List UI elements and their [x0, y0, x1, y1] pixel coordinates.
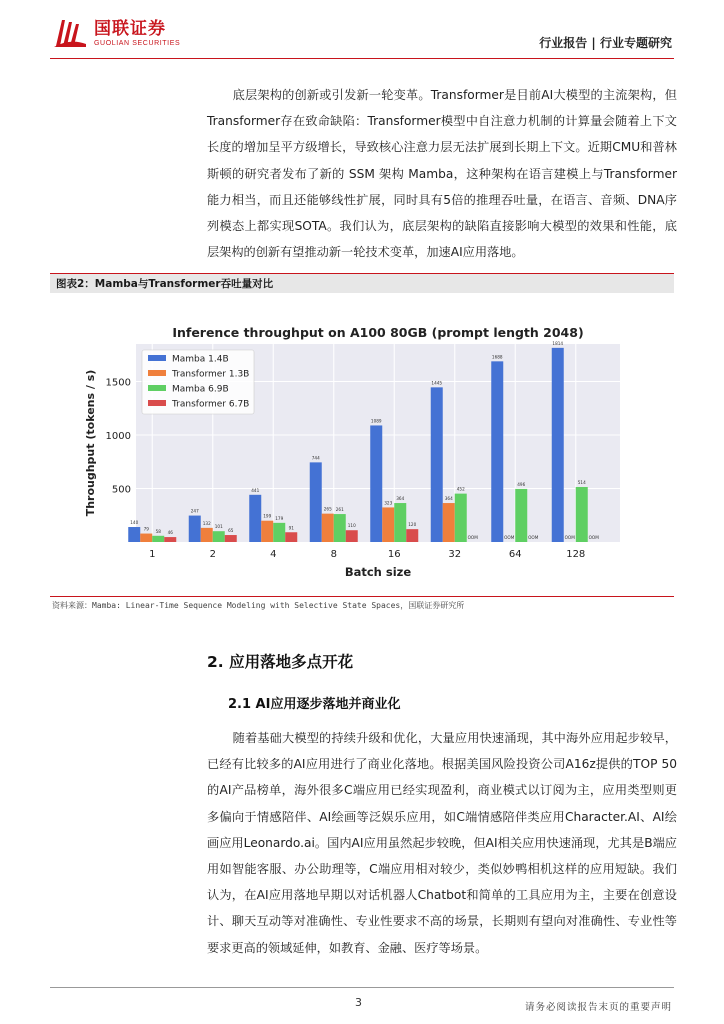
data-label: 91 — [288, 525, 294, 531]
bar — [576, 487, 588, 542]
data-label: 261 — [335, 507, 344, 513]
data-label: 441 — [251, 487, 260, 493]
data-label: 744 — [311, 455, 320, 461]
chart-title: Inference throughput on A100 80GB (prompt length 2048) — [172, 325, 584, 340]
intro-paragraph: 底层架构的创新或引发新一轮变革。Transformer是目前AI大模型的主流架构，但Transformer存在致命缺陷：Transformer模型中自注意力机制的计算量会随着上下文长度的增加呈平方级增长，导致核心注意力层无法扩展到长期上下文。近期CMU和普林斯顿的研究者发布了新的 SSM 架构 Mamba，这种架构在语言建模上与Transformer能力相当，而且还能够线性扩展，同时具有5倍的推理吞吐量，在语言、音频、DNA序列模态上都实现SOTA。我们认为，底层架构的缺陷直接影响大模型的效果和性能，底层架构的创新有望推动新一轮技术变革，加速AI应用落地。 — [207, 88, 677, 260]
bar — [431, 387, 443, 542]
y-tick-label: 1500 — [105, 377, 131, 389]
x-tick-label: 16 — [387, 549, 401, 560]
oom-label: OOM — [564, 535, 575, 540]
x-tick-label: 1 — [149, 549, 156, 560]
bar — [225, 535, 237, 542]
data-label: 101 — [214, 524, 223, 530]
data-label: 79 — [143, 526, 149, 532]
data-label: 364 — [444, 496, 453, 502]
data-label: 247 — [190, 508, 199, 514]
data-label: 514 — [577, 479, 586, 485]
data-label: 364 — [396, 496, 405, 502]
bar — [213, 531, 225, 542]
bar — [164, 537, 176, 542]
section-heading: 2. 应用落地多点开花 — [207, 653, 354, 671]
bar — [310, 462, 322, 542]
x-tick-label: 4 — [270, 549, 277, 560]
x-tick-label: 128 — [566, 549, 586, 560]
legend-swatch — [148, 355, 166, 361]
header-divider — [50, 58, 674, 59]
company-logo — [52, 16, 180, 50]
bar — [261, 521, 273, 542]
bar — [443, 503, 455, 542]
bar — [273, 523, 285, 542]
report-type-label: 行业报告 | 行业专题研究 — [539, 36, 672, 50]
bar — [406, 529, 418, 542]
legend-swatch — [148, 370, 166, 376]
bar — [382, 507, 394, 542]
data-label: 1814 — [552, 340, 564, 346]
bar — [189, 516, 201, 542]
throughput-chart — [80, 320, 640, 582]
bar — [152, 536, 164, 542]
y-axis-label: Throughput (tokens / s) — [84, 369, 97, 517]
bar — [346, 530, 358, 542]
legend-label: Mamba 6.9B — [172, 384, 229, 395]
legend-swatch — [148, 400, 166, 406]
x-tick-label: 64 — [508, 549, 522, 560]
bar — [285, 532, 297, 542]
data-label: 199 — [263, 513, 272, 519]
bar — [140, 534, 152, 542]
logo-mark-icon — [52, 16, 88, 50]
source-note: 资料来源：Mamba: Linear-Time Sequence Modeling with Selective State Spaces，国联证券研究所 — [52, 601, 465, 610]
logo-english-name: GUOLIAN SECURITIES — [94, 39, 181, 47]
bar — [322, 514, 334, 542]
oom-label: OOM — [504, 535, 515, 540]
data-label: 323 — [384, 500, 393, 506]
y-tick-label: 1000 — [105, 430, 131, 442]
x-tick-label: 8 — [330, 549, 337, 560]
bar — [455, 494, 467, 542]
bar — [201, 528, 213, 542]
x-axis-label: Batch size — [344, 565, 412, 579]
bar — [334, 514, 346, 542]
legend-label: Transformer 1.3B — [172, 369, 250, 380]
data-label: 120 — [408, 522, 417, 528]
data-label: 496 — [517, 481, 526, 487]
page-number: 3 — [355, 996, 362, 1009]
bar — [370, 425, 382, 542]
x-tick-label: 32 — [448, 549, 462, 560]
data-label: 58 — [155, 528, 161, 534]
bar — [128, 527, 140, 542]
bar — [394, 503, 406, 542]
data-label: 1445 — [431, 380, 443, 386]
data-label: 452 — [456, 486, 465, 492]
disclaimer: 请务必阅读报告末页的重要声明 — [524, 1002, 672, 1013]
data-label: 179 — [275, 515, 284, 521]
subsection-heading: 2.1 AI应用逐步落地并商业化 — [228, 697, 401, 712]
data-label: 110 — [347, 523, 356, 529]
logo-chinese-name: 国联证券 — [94, 18, 166, 39]
bar — [552, 348, 564, 542]
source-divider — [50, 596, 674, 597]
oom-label: OOM — [588, 535, 599, 540]
data-label: 46 — [167, 530, 173, 536]
legend-label: Mamba 1.4B — [172, 354, 229, 365]
data-label: 1089 — [370, 418, 382, 424]
bar — [515, 489, 527, 542]
oom-label: OOM — [467, 535, 478, 540]
data-label: 140 — [130, 520, 139, 526]
data-label: 65 — [228, 528, 234, 534]
bar — [491, 361, 503, 542]
y-tick-label: 500 — [111, 484, 131, 496]
legend-swatch — [148, 385, 166, 391]
oom-label: OOM — [528, 535, 539, 540]
legend-label: Transformer 6.7B — [172, 399, 250, 410]
data-label: 265 — [323, 506, 332, 512]
body-paragraph: 随着基础大模型的持续升级和优化，大量应用快速涌现，其中海外应用起步较早，已经有比较多的AI应用进行了商业化落地。根据美国风险投资公司A16z提供的TOP 50的AI产品榜单，海外很多C端应用已经实现盈利，商业模式以订阅为主，应用类型则更多偏向于情感陪伴、AI绘画等泛娱乐应用，如C端情感陪伴类应用Character.AI、AI绘画应用Leonardo.ai。国内AI应用虽然起步较晚，但AI相关应用快速涌现，尤其是B端应用如智能客服、办公助理等，C端应用相对较少，类似妙鸭相机这样的应用短缺。我们认为，在AI应用落地早期以对话机器人Chatbot和简单的工具应用为主，主要在创意设计、聊天互动等对准确性、专业性要求不高的场景，长期则有望向对准确性、专业性等要求更高的领域延伸，如教育、金融、医疗等场景。 — [207, 731, 677, 955]
figure-caption: 图表2：Mamba与Transformer吞吐量对比 — [50, 273, 674, 293]
x-tick-label: 2 — [209, 549, 216, 560]
data-label: 132 — [202, 520, 211, 526]
footer-divider — [50, 987, 674, 988]
data-label: 1688 — [491, 354, 503, 360]
bar — [249, 495, 261, 542]
